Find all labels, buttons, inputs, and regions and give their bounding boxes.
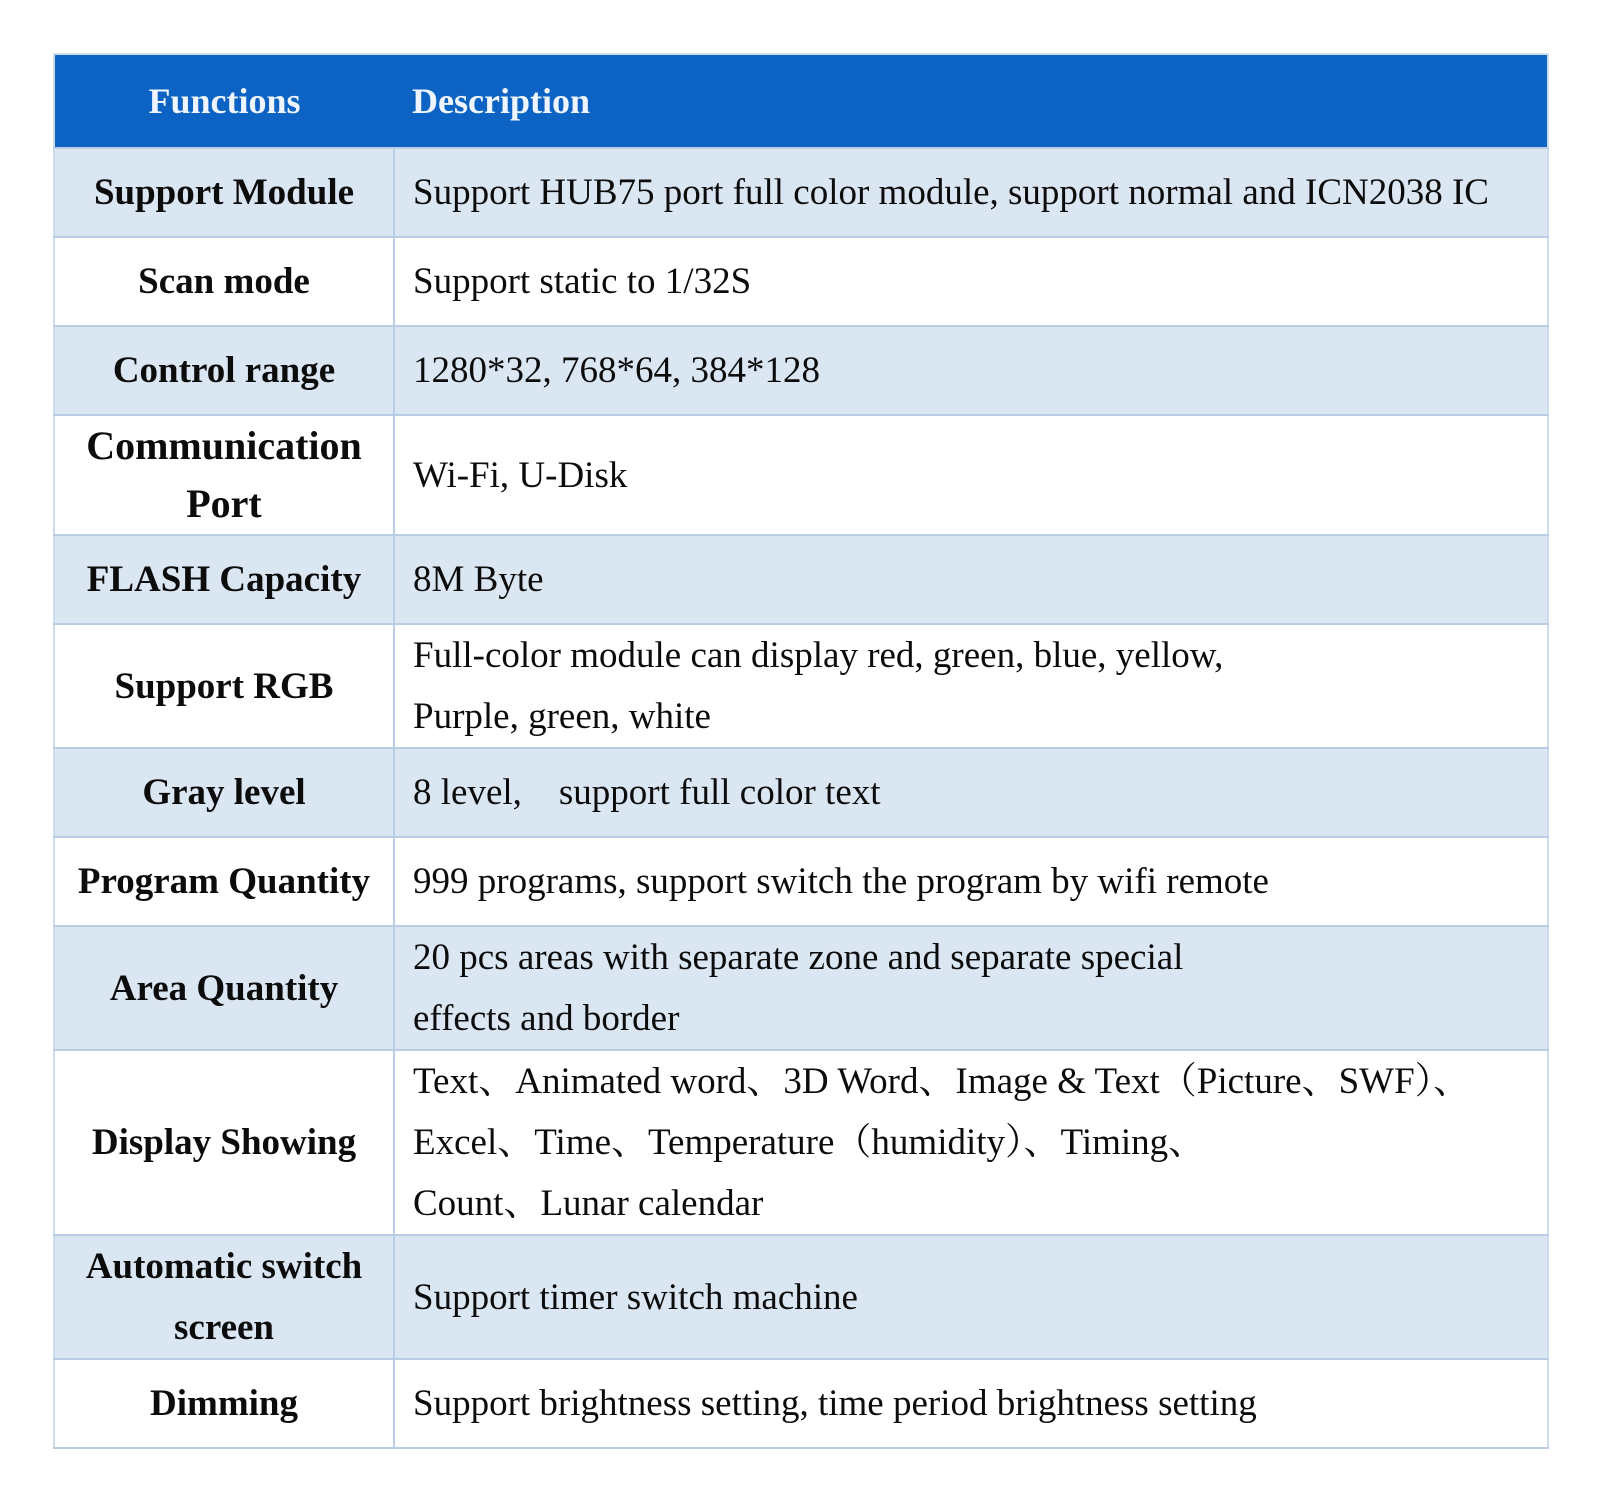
description-cell (394, 1235, 1548, 1359)
description-line: Support HUB75 port full color module, support normal and ICN2038 IC (413, 172, 1489, 213)
function-cell: Dimming (54, 1359, 394, 1448)
description-cell (394, 748, 1548, 837)
table-row (54, 1235, 1548, 1359)
description-cell (394, 1050, 1548, 1235)
function-cell: Support Module (54, 148, 394, 237)
description-line: Wi-Fi, U-Disk (413, 454, 628, 496)
function-cell: Support RGB (54, 624, 394, 748)
table-row (54, 148, 1548, 237)
function-cell: Control range (54, 326, 394, 415)
header-description: Description (394, 54, 1548, 148)
function-cell: Area Quantity (54, 926, 394, 1050)
table-row (54, 535, 1548, 624)
description-line: Text、Animated word、3D Word、Image & Text（Picture、SWF）、 (413, 1061, 1471, 1102)
description-line: Purple, green, white (413, 696, 711, 737)
header-functions: Functions (54, 54, 394, 148)
description-cell (394, 148, 1548, 237)
function-cell: Program Quantity (54, 837, 394, 926)
description-cell (394, 624, 1548, 748)
table-row (54, 926, 1548, 1050)
description-line: Support brightness setting, time period brightness setting (413, 1383, 1257, 1424)
description-line: effects and border (413, 998, 680, 1039)
spec-table (53, 53, 1549, 1449)
description-line: 8M Byte (413, 559, 544, 600)
function-cell (54, 1235, 394, 1359)
table-row (54, 415, 1548, 535)
description-line: 999 programs, support switch the program by wifi remote (413, 861, 1269, 902)
description-line: Count、Lunar calendar (413, 1183, 764, 1224)
function-line: Automatic switch (85, 1246, 363, 1287)
table-header-row (54, 54, 1548, 148)
table-row (54, 237, 1548, 326)
description-line: 20 pcs areas with separate zone and separate special (413, 937, 1184, 978)
description-cell (394, 326, 1548, 415)
description-cell (394, 1359, 1548, 1448)
function-cell: Gray level (54, 748, 394, 837)
table-row (54, 1359, 1548, 1448)
function-line: Communication (86, 423, 362, 468)
function-cell: FLASH Capacity (54, 535, 394, 624)
description-line: Excel、Time、Temperature（humidity）、Timing、 (413, 1122, 1206, 1163)
description-cell (394, 837, 1548, 926)
description-cell (394, 926, 1548, 1050)
function-cell (54, 415, 394, 535)
description-line: 1280*32, 768*64, 384*128 (413, 350, 820, 391)
table-row (54, 1050, 1548, 1235)
function-cell: Scan mode (54, 237, 394, 326)
description-cell (394, 535, 1548, 624)
table-row (54, 624, 1548, 748)
function-line: Port (186, 481, 262, 526)
table-row (54, 748, 1548, 837)
table-row (54, 837, 1548, 926)
description-cell (394, 237, 1548, 326)
description-line: Full-color module can display red, green, blue, yellow, (413, 635, 1224, 676)
description-line: Support static to 1/32S (413, 261, 752, 302)
function-cell: Display Showing (54, 1050, 394, 1235)
function-line: screen (174, 1307, 274, 1348)
description-cell (394, 415, 1548, 535)
table-row (54, 326, 1548, 415)
description-line: 8 level, support full color text (413, 772, 881, 813)
description-line: Support timer switch machine (413, 1276, 858, 1318)
